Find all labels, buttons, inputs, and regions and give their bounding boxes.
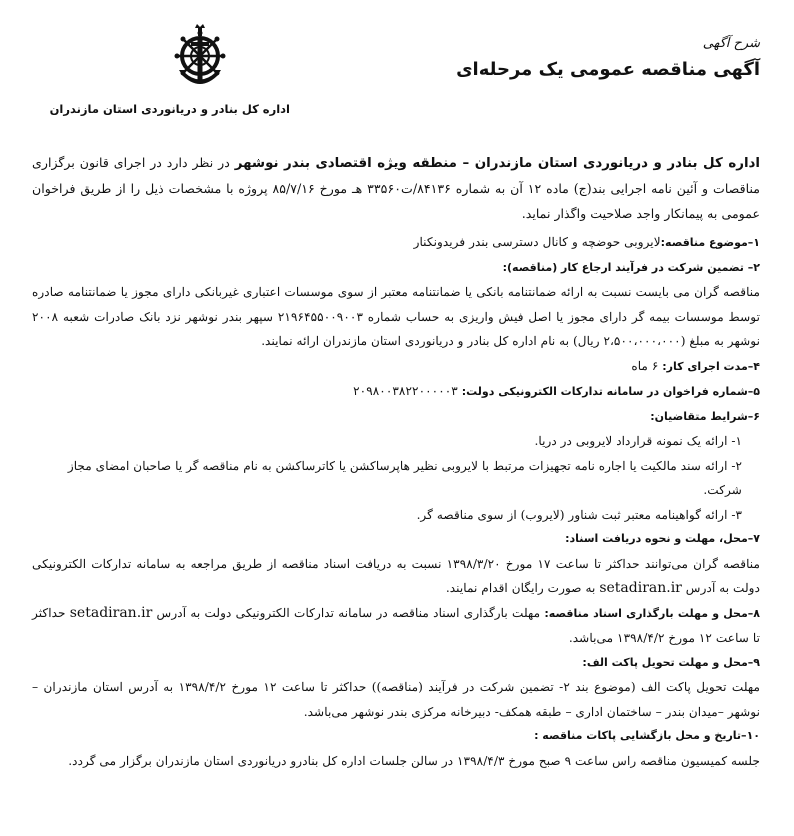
upload-text-after: حداکثر تا ساعت ۱۲ مورخ ۱۳۹۸/۴/۲ می‌باشد. (32, 605, 760, 645)
notice-title: آگهی مناقصه عمومی یک مرحله‌ای (456, 59, 760, 80)
section-opening-heading: ۱۰–تاریخ و محل بازگشایی پاکات مناقصه : (534, 729, 760, 742)
section-upload-heading: ۸–محل و مهلت بارگذاری اسناد مناقصه: (544, 606, 760, 620)
section-document-receipt (32, 527, 760, 601)
section-document-receipt-text (32, 552, 760, 601)
organization-logo-block (49, 24, 290, 116)
setadiran-link[interactable]: setadiran.ir (599, 580, 682, 596)
document-receipt-text-before: مناقصه گران می‌توانند حداکثر تا ساعت ۱۷ مورخ ۱۳۹۸/۳/۲۰ نسبت به دریافت اسناد مناقصه از طریق مراجعه به سامانه تدارکات الکترونیکی دولت به آدرس (32, 556, 760, 595)
section-guarantee-text: مناقصه گران می بایست نسبت به ارائه ضمانتنامه بانکی یا ضمانتنامه معتبر از سوی موسسات اعتباری غیربانکی دارای مجوز یا ضمانتنامه صادره توسط موسسات بیمه گر دارای مجوز یا اصل فیش واریزی به حساب شماره ۲۱۹۶۴۵۵۰۰۹۰۰۳ سپهر بندر نوشهر نزد بانک صادرات شعبه ۲۰۰۸ نوشهر به مبلغ (۲،۵۰۰،۰۰۰،۰۰۰ ریال) به نام اداره کل بنادر و دریانوردی استان مازندران ارائه نمایند. (32, 285, 760, 348)
section-call-number-heading: ۵–شماره فراخوان در سامانه تدارکات الکترونیکی دولت: (461, 385, 760, 398)
section-subject-heading: ۱–موضوع مناقصه: (660, 236, 760, 249)
intro-paragraph (32, 150, 760, 226)
list-item: ۲- ارائه سند مالکیت یا اجاره نامه تجهیزات مرتبط با لایروبی نظیر هاپرساکشن یا کاترساکشن به نام مناقصه گر یا صاحبان امضای مجاز شرکت. (67, 458, 742, 497)
section-subject-text: لایروبی حوضچه و کانال دسترسی بندر فریدونکنار (413, 235, 661, 249)
intro-lead: اداره کل بنادر و دریانوردی استان مازندران – منطقه ویژه اقتصادی بندر نوشهر (234, 156, 760, 171)
section-upload-text (32, 601, 760, 651)
list-item: ۳- ارائه گواهینامه معتبر ثبت شناور (لایروب) از سوی مناقصه گر. (416, 507, 742, 522)
intro-text: در نظر دارد در اجرای قانون برگزاری مناقصات و آئین نامه اجرایی بند(ج) ماده ۱۲ آن به شماره ۸۴۱۳۶/ت۳۳۵۶۰ هـ مورخ ۸۵/۷/۱۶ پروژه با مشخصات ذیل را از طریق فراخوان عمومی به پیمانکار واجد صلاحیت واگذار نماید. (32, 155, 760, 221)
section-call-number-text: ۲۰۹۸۰۰۳۸۲۲۰۰۰۰۰۳ (353, 384, 462, 398)
setadiran-link[interactable]: setadiran.ir (69, 604, 153, 621)
section-guarantee-heading: ۲– تضمین شرکت در فرآیند ارجاع کار (مناقصه): (502, 260, 760, 274)
document-receipt-text-after: به صورت رایگان اقدام نمایند. (445, 581, 600, 595)
notice-header (32, 18, 760, 124)
section-call-number (32, 379, 760, 405)
section-document-receipt-heading: ۷–محل، مهلت و نحوه دریافت اسناد: (565, 532, 760, 545)
notice-subtitle: شرح آگهی (702, 36, 760, 51)
organization-caption: اداره کل بنادر و دریانوردی استان مازندران (49, 102, 290, 116)
section-requirements (32, 405, 760, 528)
section-requirements-heading: ۶–شرایط متقاضیان: (650, 409, 760, 423)
section-opening (32, 724, 760, 773)
section-guarantee (32, 256, 760, 354)
section-duration-text: ۶ ماه (631, 358, 663, 373)
section-upload (32, 601, 760, 651)
anchor-emblem-icon (169, 24, 231, 94)
section-envelope-delivery (32, 651, 760, 725)
section-duration-heading: ۴–مدت اجرای کار: (662, 359, 760, 373)
section-duration (32, 354, 760, 380)
section-subject (32, 230, 760, 256)
section-envelope-delivery-text: مهلت تحویل پاکت الف (موضوع بند ۲- تضمین شرکت در فرآیند (مناقصه)) حداکثر تا ساعت ۱۲ مورخ ۱۳۹۸/۴/۲ به آدرس استان مازندران – نوشهر –میدان بندر – ساختمان اداری – طبقه همکف- دبیرخانه مرکزی بندر نوشهر می‌باشد. (32, 680, 761, 719)
upload-text-before: مهلت بارگذاری اسناد مناقصه در سامانه تدارکات الکترونیکی دولت به آدرس (152, 605, 545, 620)
title-block (456, 36, 760, 80)
section-opening-text: جلسه کمیسیون مناقصه راس ساعت ۹ صبح مورخ ۱۳۹۸/۴/۳ در سالن جلسات اداره کل بنادرو دریانوردی استان مازندران برگزار می گردد. (68, 753, 760, 768)
section-envelope-delivery-heading: ۹–محل و مهلت تحویل پاکت الف: (582, 655, 760, 669)
list-item: ۱- ارائه یک نمونه قرارداد لایروبی در دریا. (534, 434, 742, 448)
